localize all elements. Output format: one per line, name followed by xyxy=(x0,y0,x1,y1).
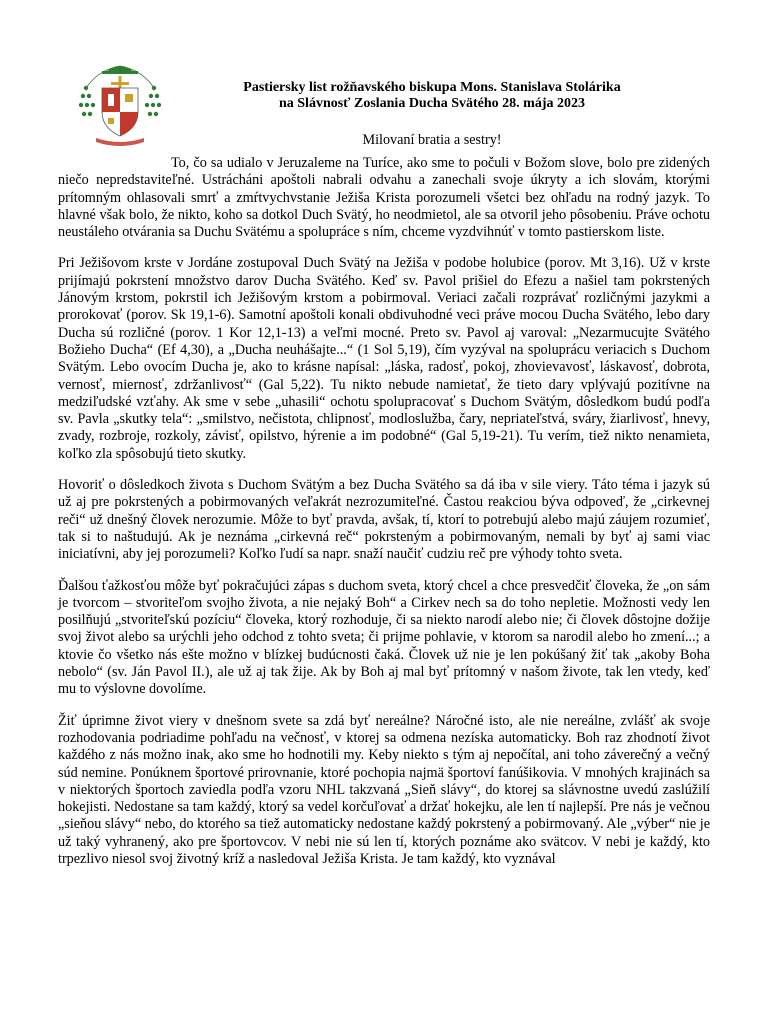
paragraph-4: Ďalšou ťažkosťou môže byť pokračujúci zápas s duchom sveta, ktorý chcel a chce presvedčiť človeka, že „on sám je tvorcom – stvoriteľom svojho života, a nie nejaký Boh“ a Cirkev nech sa do toho nepletie. Možnosti vedy len posilňujú „stvoriteľskú pozíciu“ človeka, ktorý rozhoduje, či sa niekto narodí alebo nie; či človek dôstojne dožije svoj život alebo sa urýchli jeho odchod z tohto sveta; či prijme pohlavie, v ktorom sa narodil alebo ho zmení...; a ktovie čo všetko nás ešte možno v blízkej budúcnosti čaká. Človek už nie je len pokúšaný žiť tak „akoby Boha nebolo“ (sv. Ján Pavol II.), ale už aj tak žije. Ak by Boh aj mal byť prítomný v našom živote, tak len vtedy, keď mu to výslovne dovolíme. xyxy=(58,577,710,698)
title-line-1: Pastiersky list rožňavského biskupa Mons. Stanislava Stolárika xyxy=(243,80,621,95)
paragraph-1: To, čo sa udialo v Jeruzaleme na Turíce, ako sme to počuli v Božom slove, bolo pre zidených niečo nepredstaviteľné. Ustrácháni apoštoli nabrali odvahu a zanechali svoje úkryty a ich slovám, ktorými prítomným ohlasovali smrť a zmŕtvychvstanie Ježiša Krista porozumeli všetci bez ohľadu na rodný jazyk. To hlavné však bolo, že nikto, koho sa dotkol Duch Svätý, ho neodmietol, ale sa otvoril jeho pôsobeniu. Práve ochotu neustáleho otvárania sa Duchu Svätému a spolupráce s ním, chceme vyzdvihnúť v tomto pastierskom liste. xyxy=(58,155,710,241)
title-line-2: na Slávnosť Zoslania Ducha Svätého 28. mája 2023 xyxy=(278,96,585,111)
salutation: Milovaní bratia a sestry! xyxy=(362,132,502,148)
letter-body xyxy=(58,155,710,882)
paragraph-5: Žiť úprimne život viery v dnešnom svete sa zdá byť nereálne? Náročné isto, ale nie nereálne, zvlášť ak svoje rozhodovania podriadime pohľadu na večnosť, v ktorej sa odmena nezíska automaticky. Boh raz zhodnotí život každého z nás možno inak, ako sme ho hodnotili my. Keby niekto s tým aj nepočítal, ani toho záverečný a večný súd nemine. Ponúknem športové prirovnanie, ktoré pochopia najmä športoví fanúšikovia. V mnohých krajinách sa v niektorých športoch zaviedla podľa vzoru NHL takzvaná „Sieň slávy“, do ktorej sa slávnostne uvedú zaslúžilí hokejisti. Nedostane sa tam každý, ktorý sa vedel korčuľovať a držať hokejku, ale len tí najlepší. Pre nás je večnou „sieňou slávy“ nebo, do ktorého sa tiež automaticky nedostane každý pokrstený a pobirmovaný. Ale „výber“ nie je už taký vyhranený, ako pre športovcov. V nebi nie sú len tí, ktorých poznáme ako svätcov. V nebi je každý, kto trpezlivo niesol svoj životný kríž a nasledoval Ježiša Krista. Je tam každý, kto vyznával xyxy=(58,712,710,867)
paragraph-3: Hovoriť o dôsledkoch života s Duchom Svätým a bez Ducha Svätého sa dá iba v sile viery. Táto téma i jazyk sú už aj pre pokrstených a pobirmovaných veľakrát nezrozumiteľné. Častou reakciou býva odpoveď, že „cirkevnej reči“ už dnešný človek nerozumie. Môže to byť pravda, avšak, tí, ktorí to potrebujú alebo majú záujem rozumieť, tak si to naštudujú. Ak je neznáma „cirkevná reč“ pokrsteným a pobirmovaným, nemali by byť aj sami viac iniciatívni, aby jej porozumeli? Koľko ľudí sa napr. snaží naučiť cudziu reč pre výhody tohto sveta. xyxy=(58,477,710,563)
letter-title xyxy=(160,80,704,112)
paragraph-2: Pri Ježišovom krste v Jordáne zostupoval Duch Svätý na Ježiša v podobe holubice (porov. Mt 3,16). Už v krste prijímajú pokrstení množstvo darov Ducha Svätého. Keď sv. Pavol prišiel do Efezu a našiel tam pokrstených Jánovým krstom, pokrstil ich Ježišovým krstom a pobirmoval. Veriaci začali rozprávať rozličnými jazykmi a prorokovať (porov. Sk 19,1-6). Samotní apoštoli konali obdivuhodné veci práve mocou Ducha Svätého, lebo dary Ducha sú rozličné (porov. 1 Kor 12,1-13) a veľmi mocné. Preto sv. Pavol aj varoval: „Nezarmucujte Svätého Božieho Ducha“ (Ef 4,30), a „Ducha neuhášajte...“ (1 Sol 5,19), čím vyzýval na spoluprácu veriacich s Duchom Svätým. Lebo ovocím Ducha je, ako to krásne napísal: „láska, radosť, pokoj, zhovievavosť, láskavosť, dobrota, vernosť, miernosť, zdržanlivosť“ (Gal 5,22). Tu nikto nebude namietať, že tieto dary vplývajú pozitívne na medziľudské vzťahy. Ak sme v sebe „uhasili“ ochotu spolupracovať s Duchom Svätým, dôsledkom budú podľa sv. Pavla „skutky tela“: „smilstvo, nečistota, chlipnosť, modloslužba, čary, nepriateľstvá, sváry, žiarlivosť, hnevy, zvady, rozbroje, rozkoly, závisť, opilstvo, hýrenie a im podobné“ (Gal 5,19-21). Tu verím, tiež nikto nenamieta, koľko zla spôsobujú tieto skutky. xyxy=(58,255,710,462)
episcopal-coat-of-arms-icon xyxy=(78,58,162,146)
